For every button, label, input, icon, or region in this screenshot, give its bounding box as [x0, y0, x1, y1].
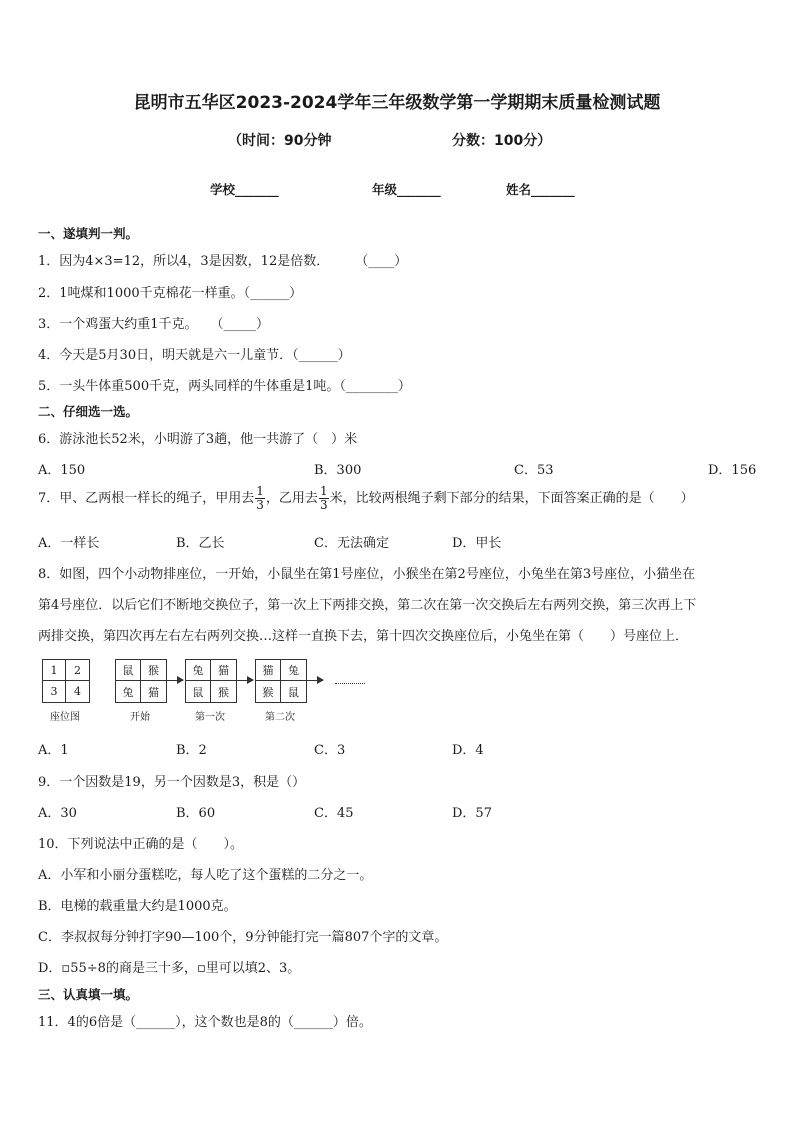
- q8-option-a: A．1: [38, 743, 69, 758]
- second-cell: 兔: [281, 660, 306, 681]
- section-heading-1: 一、遂填判一判。: [38, 226, 139, 241]
- q9-option-d: D．57: [452, 806, 492, 821]
- first-swap-grid: [185, 659, 237, 703]
- q10-option-a: A．小军和小丽分蛋糕吃，每人吃了这个蛋糕的二分之一。: [38, 868, 373, 883]
- section-heading-3: 三、认真填一填。: [38, 987, 139, 1002]
- q8-option-c: C．3: [314, 743, 346, 758]
- q8-option-d: D．4: [452, 743, 484, 758]
- question-2: 2．1吨煤和1000千克棉花一样重。（______）: [38, 286, 303, 301]
- q7-fraction-1-num: 1: [256, 484, 264, 498]
- first-cell: 鼠: [186, 681, 211, 702]
- q6-option-b: B．300: [314, 463, 362, 478]
- start-cell: 兔: [116, 681, 141, 702]
- q6-option-d: D．156: [708, 463, 757, 478]
- school-field: 学校_______: [210, 182, 279, 197]
- question-8-line-2: 第4号座位．以后它们不断地交换位子，第一次上下两排交换，第二次在第一次交换后左右两列交换，第三次再上下: [38, 598, 697, 613]
- exam-score: 分数：100分）: [452, 133, 552, 149]
- first-caption: 第一次: [195, 712, 225, 723]
- grade-field: 年级_______: [372, 182, 441, 197]
- arrow-icon: [167, 680, 183, 681]
- second-cell: 猴: [256, 681, 281, 702]
- q7-text-pre: 7．甲、乙两根一样长的绳子，甲用去: [38, 491, 255, 506]
- start-cell: 猫: [148, 685, 159, 699]
- second-caption: 第二次: [265, 712, 295, 723]
- first-cell: 猫: [211, 660, 236, 681]
- question-8-line-3: 两排交换，第四次再左右左右两列交换…这样一直换下去，第十四次交换座位后，小兔坐在第（ ）号座位上．: [38, 629, 689, 644]
- first-cell: 猴: [218, 685, 229, 699]
- section-heading-2: 二、仔细选一选。: [38, 404, 139, 419]
- q6-option-c: C．53: [514, 463, 554, 478]
- q10-option-b: B．电梯的载重量大约是1000克。: [38, 899, 237, 914]
- first-cell: 兔: [186, 660, 211, 681]
- second-cell: 鼠: [288, 685, 299, 699]
- q7-option-c: C．无法确定: [314, 536, 389, 551]
- continuation-dots: [335, 683, 365, 684]
- exam-title: 昆明市五华区2023-2024学年三年级数学第一学期期末质量检测试题: [133, 93, 661, 113]
- second-cell: 猫: [256, 660, 281, 681]
- q7-fraction-2-num: 1: [319, 484, 328, 498]
- q10-option-d: D．▫55÷8的商是三十多，▫里可以填2、3。: [38, 961, 301, 976]
- start-cell: 猴: [141, 660, 166, 681]
- q7-option-a: A．一样长: [38, 536, 100, 551]
- question-11: 11．4的6倍是（______），这个数也是8的（______）倍。: [38, 1015, 372, 1030]
- q7-option-d: D．甲长: [452, 536, 502, 551]
- question-7: [38, 485, 694, 512]
- second-swap-grid: [255, 659, 307, 703]
- seat-cell: 2: [66, 660, 89, 681]
- question-4: 4．今天是5月30日，明天就是六一儿童节．（______）: [38, 348, 351, 363]
- start-caption: 开始: [130, 712, 150, 723]
- question-9: 9．一个因数是19，另一个因数是3，积是（）: [38, 775, 306, 790]
- name-field: 姓名_______: [506, 182, 575, 197]
- q9-option-b: B．60: [176, 806, 216, 821]
- q7-text-mid: ，乙用去: [265, 491, 318, 506]
- q7-fraction-1-den: 3: [256, 498, 264, 512]
- question-1: 1．因为4×3=12，所以4，3是因数，12是倍数． （____）: [38, 254, 408, 269]
- seat-caption: 座位图: [50, 712, 80, 723]
- seat-grid: [42, 659, 90, 703]
- question-8-line-1: 8．如图，四个小动物排座位，一开始，小鼠坐在第1号座位，小猴坐在第2号座位，小兔坐在第3号座位，小猫坐在: [38, 567, 696, 582]
- q7-fraction-2: [319, 485, 329, 512]
- arrow-icon: [307, 680, 323, 681]
- seat-cell: 3: [43, 681, 66, 702]
- q7-text-post: 米，比较两根绳子剩下部分的结果，下面答案正确的是（ ）: [329, 491, 694, 506]
- q9-option-a: A．30: [38, 806, 77, 821]
- arrow-icon: [237, 680, 253, 681]
- q7-option-b: B．乙长: [176, 536, 225, 551]
- q10-option-c: C．李叔叔每分钟打字90—100个，9分钟能打完一篇807个字的文章。: [38, 930, 448, 945]
- question-5: 5．一头牛体重500千克，两头同样的牛体重是1吨。（________）: [38, 379, 411, 394]
- start-cell: 鼠: [116, 660, 141, 681]
- exam-time: （时间：90分钟: [228, 133, 332, 149]
- q9-option-c: C．45: [314, 806, 354, 821]
- seat-cell: 1: [43, 660, 66, 681]
- question-10: 10．下列说法中正确的是（ ）。: [38, 837, 244, 852]
- q7-fraction-1: [255, 485, 265, 512]
- start-grid: [115, 659, 167, 703]
- q7-fraction-2-den: 3: [319, 498, 328, 512]
- seating-figure: [38, 656, 358, 726]
- question-6: 6．游泳池长52米，小明游了3趟，他一共游了（ ）米: [38, 432, 358, 447]
- question-3: 3．一个鸡蛋大约重1千克。 （_____）: [38, 317, 270, 332]
- seat-cell: 4: [74, 685, 81, 698]
- q6-option-a: A．150: [38, 463, 86, 478]
- q8-option-b: B．2: [176, 743, 207, 758]
